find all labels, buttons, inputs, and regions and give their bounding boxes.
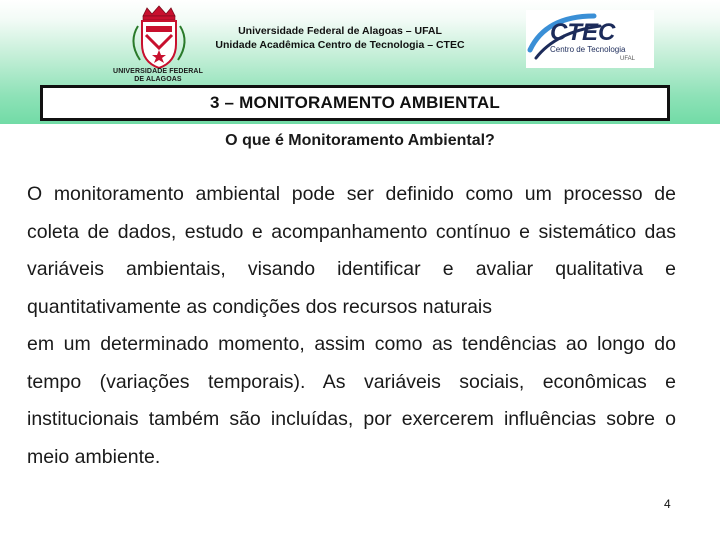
- ctec-logo-text: CTEC: [550, 19, 616, 46]
- body-text: [27, 176, 676, 476]
- ctec-logo-graphic: [526, 10, 654, 68]
- ctec-logo-small: UFAL: [620, 56, 636, 62]
- paragraph-2: em um determinado momento, assim como as tendências ao longo do tempo (variações temporais). As variáveis sociais, econômicas e institucionais também são incluídas, por exercerem influências sobre o meio ambiente.: [27, 333, 676, 468]
- institution-header: [190, 24, 490, 52]
- paragraph-1: O monitoramento ambiental pode ser definido como um processo de coleta de dados, estudo e acompanhamento contínuo e sistemático das variáveis ambientais, visando identificar e avaliar qualitativa e quantitativamente as condições dos recursos naturais: [27, 183, 676, 318]
- ctec-logo-subtitle: Centro de Tecnologia: [550, 45, 626, 54]
- ufal-logo-caption: UNIVERSIDADE FEDERAL DE ALAGOAS: [113, 68, 203, 83]
- unit-line: Unidade Acadêmica Centro de Tecnologia – CTEC: [215, 39, 465, 51]
- slide-title-box: [40, 85, 670, 121]
- university-line: Universidade Federal de Alagoas – UFAL: [238, 25, 442, 37]
- slide-question: O que é Monitoramento Ambiental?: [225, 132, 495, 149]
- page-number: 4: [664, 497, 671, 511]
- ctec-logo: [526, 10, 654, 68]
- slide-title: 3 – MONITORAMENTO AMBIENTAL: [209, 93, 500, 112]
